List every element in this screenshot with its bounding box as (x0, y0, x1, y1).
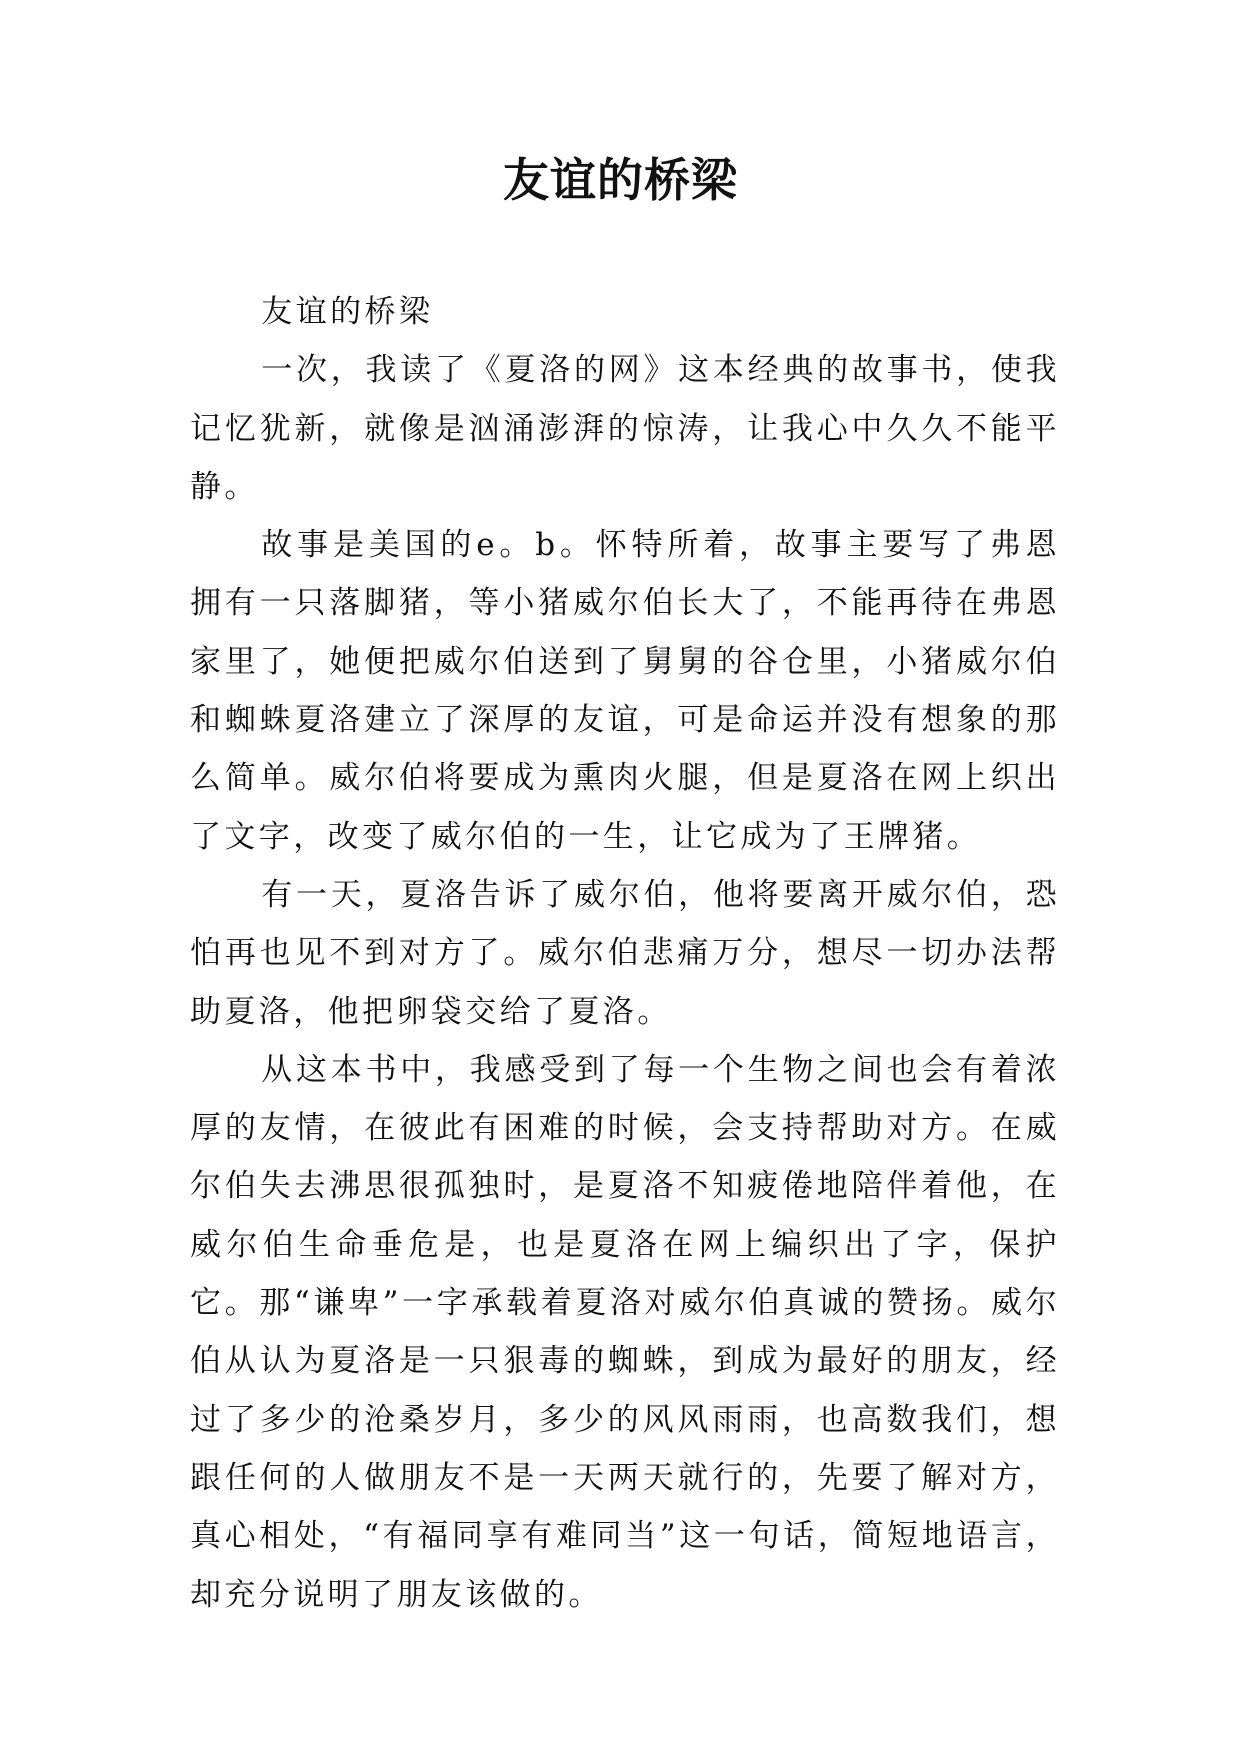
paragraph-subtitle: 友谊的桥梁 (261, 294, 434, 330)
paragraph: 一次，我读了《夏洛的网》这本经典的故事书，使我记忆犹新，就像是汹涌澎湃的惊涛，让我心中久久不能平静。 (190, 352, 1060, 505)
paragraph: 故事是美国的e。b。怀特所着，故事主要写了弗恩拥有一只落脚猪，等小猪威尔伯长大了，不能再待在弗恩家里了，她便把威尔伯送到了舅舅的谷仓里，小猪威尔伯和蜘蛛夏洛建立了深厚的友谊，可是命运并没有想象的那么简单。威尔伯将要成为熏肉火腿，但是夏洛在网上织出了文字，改变了威尔伯的一生，让它成为了王牌猪。 (190, 527, 1060, 855)
paragraph: 从这本书中，我感受到了每一个生物之间也会有着浓厚的友情，在彼此有困难的时候，会支持帮助对方。在威尔伯失去沸思很孤独时，是夏洛不知疲倦地陪伴着他，在威尔伯生命垂危是，也是夏洛在网上编织出了字，保护它。那“谦卑”一字承载着夏洛对威尔伯真诚的赞扬。威尔伯从认为夏洛是一只狠毒的蜘蛛，到成为最好的朋友，经过了多少的沧桑岁月，多少的风风雨雨，也高数我们，想跟任何的人做朋友不是一天两天就行的，先要了解对方，真心相处，“有福同享有难同当”这一句话，简短地语言，却充分说明了朋友该做的。 (190, 1051, 1060, 1613)
document-title: 友谊的桥梁 (503, 153, 738, 207)
document-body (190, 283, 1060, 1624)
paragraph: 有一天，夏洛告诉了威尔伯，他将要离开威尔伯，恐怕再也见不到对方了。威尔伯悲痛万分，想尽一切办法帮助夏洛，他把卵袋交给了夏洛。 (190, 876, 1060, 1030)
